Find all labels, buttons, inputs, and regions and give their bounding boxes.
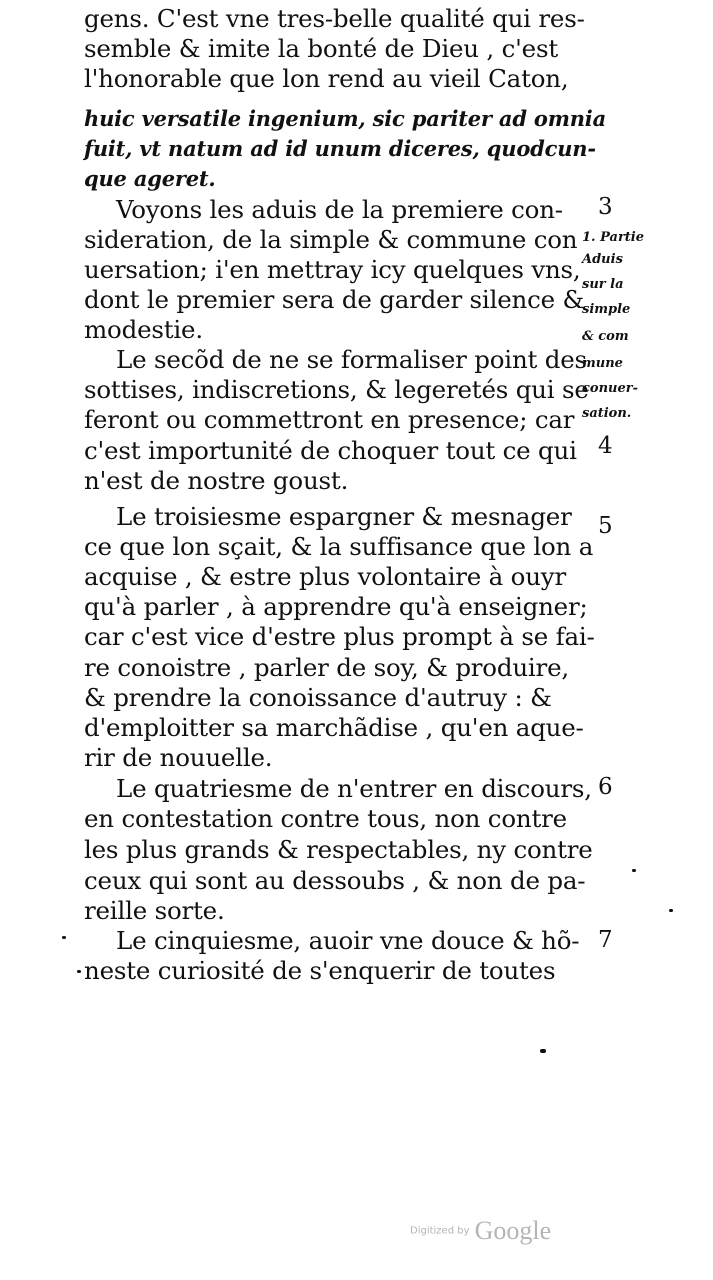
margin-note-line-4: simple [582, 302, 631, 317]
margin-note-line-3: sur la [582, 277, 624, 292]
margin-note-line-8: sation. [582, 406, 632, 421]
text-line-9: uersation; i'en mettray icy quelques vns, [84, 255, 581, 284]
text-line-3: l'honorable que lon rend au vieil Caton, [84, 64, 569, 93]
text-line-30: reille sorte. [84, 896, 225, 925]
text-line-2: semble & imite la bonté de Dieu , c'est [84, 34, 558, 63]
margin-number-3: 3 [598, 194, 613, 220]
text-line-8: sideration, de la simple & commune con [84, 225, 578, 254]
text-line-1: gens. C'est vne tres-belle qualité qui res- [84, 4, 585, 33]
margin-note-line-2: Aduis [582, 252, 623, 267]
scan-speck [62, 936, 66, 939]
text-line-21: car c'est vice d'estre plus prompt à se fai- [84, 622, 595, 651]
text-line-15: c'est importunité de choquer tout ce qui [84, 436, 577, 465]
text-line-22: re conoistre , parler de soy, & produire, [84, 653, 569, 682]
text-line-12: Le secõd de ne se formaliser point des [116, 345, 587, 374]
text-line-28: les plus grands & respectables, ny contre [84, 835, 593, 864]
text-line-23: & prendre la conoissance d'autruy : & [84, 683, 552, 712]
latin-quote-line-3: que ageret. [84, 166, 216, 191]
text-line-31: Le cinquiesme, auoir vne douce & hõ- [116, 926, 580, 955]
google-logo: Google [474, 1216, 552, 1245]
margin-note-line-6: mune [582, 356, 623, 371]
scan-speck [77, 970, 81, 973]
digitized-by-label: Digitized by [410, 1225, 470, 1237]
text-line-13: sottises, indiscretions, & legeretés qui se [84, 375, 589, 404]
margin-number-6: 6 [598, 774, 613, 800]
text-line-18: ce que lon sçait, & la suffisance que lon a [84, 532, 594, 561]
margin-note-line-1: 1. Partie [582, 230, 645, 245]
google-watermark [410, 1216, 551, 1246]
text-line-16: n'est de nostre goust. [84, 466, 349, 495]
text-line-17: Le troisiesme espargner & mesnager [116, 502, 572, 531]
margin-number-5: 5 [598, 513, 613, 539]
text-line-24: d'emploitter sa marchãdise , qu'en aque- [84, 713, 584, 742]
text-line-20: qu'à parler , à apprendre qu'à enseigner; [84, 592, 588, 621]
margin-number-4: 4 [598, 433, 613, 459]
text-line-32: neste curiosité de s'enquerir de toutes [84, 956, 556, 985]
scan-speck [669, 909, 673, 912]
text-line-26: Le quatriesme de n'entrer en discours, [116, 774, 592, 803]
latin-quote-line-2: fuit, vt natum ad id unum diceres, quodcun- [84, 136, 596, 161]
text-line-25: rir de nouuelle. [84, 743, 273, 772]
text-line-27: en contestation contre tous, non contre [84, 804, 567, 833]
margin-note-line-7: conuer- [582, 381, 639, 396]
scan-speck [540, 1049, 546, 1053]
text-line-29: ceux qui sont au dessoubs , & non de pa- [84, 866, 586, 895]
latin-quote-line-1: huic versatile ingenium, sic pariter ad omnia [84, 106, 606, 131]
text-line-7: Voyons les aduis de la premiere con- [116, 195, 563, 224]
text-line-14: feront ou commettront en presence; car [84, 405, 575, 434]
text-line-10: dont le premier sera de garder silence & [84, 285, 585, 314]
text-line-11: modestie. [84, 315, 203, 344]
margin-number-7: 7 [598, 927, 613, 953]
text-line-19: acquise , & estre plus volontaire à ouyr [84, 562, 566, 591]
margin-note-line-5: & com [582, 329, 629, 344]
scan-speck [632, 869, 636, 872]
